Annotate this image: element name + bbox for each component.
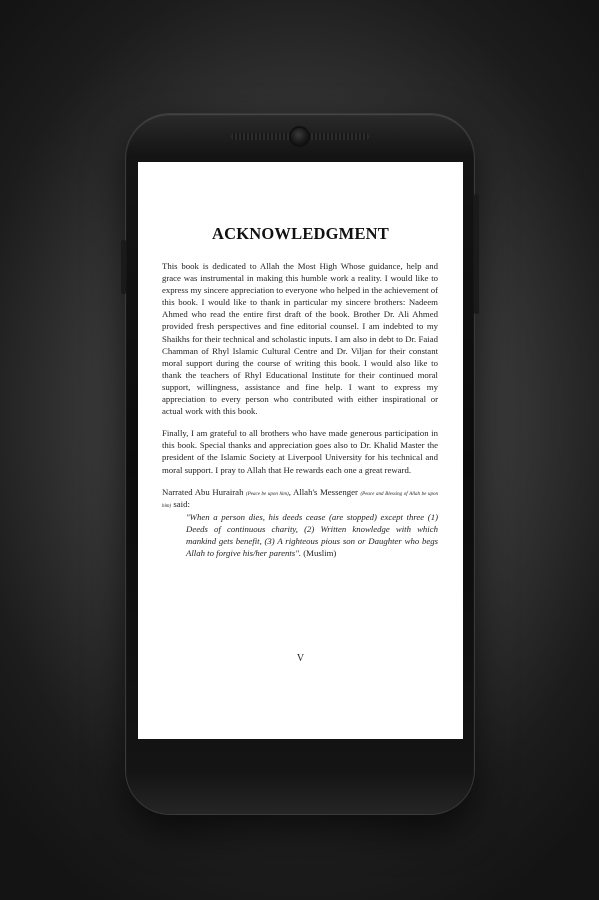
narration-mid: , Allah's Messenger — [288, 486, 358, 497]
volume-button[interactable] — [121, 240, 126, 294]
light-sensor — [394, 134, 399, 139]
book-page[interactable] — [138, 162, 463, 739]
paragraph-dedication: This book is dedicated to Allah the Most High Whose guidance, help and grace was instrumental in making this humble work a reality. I would like to express my sincere appreciation to everyone who helped in the achievement of this book. I would like to thank in particular my sincere brothers: Nadeem Ahmed who read the entire first draft of the book. Brother Dr. Ali Ahmed provided fresh perspectives and fine editorial counsel. I am indebted to my Shaikhs for their technical and scholastic inputs. I am also in debt to Dr. Faiad Chamman of Rhyl Islamic Cultural Centre and Dr. Viljan for their constant moral support during the course of writing this book. I would also like to thank the teachers of Rhyl Educational Institute for their continued moral support, willingness, assistance and fine help. I want to express my appreciation to every person who contributed with either inspirational or actual work with this book. — [162, 261, 438, 417]
narration-line — [162, 486, 438, 510]
hadith-quote — [186, 511, 438, 559]
narration-intro: Narrated Abu Hurairah — [162, 486, 244, 497]
honorific-2: (Peace and Blessing of Allah be upon him) — [162, 491, 438, 509]
page-title: ACKNOWLEDGMENT — [212, 224, 389, 243]
front-camera-icon — [291, 128, 308, 145]
page-number: V — [296, 653, 305, 664]
paragraph-thanks: Finally, I am grateful to all brothers who have made generous participation in this book. Special thanks and appreciation goes also to Dr. Khalid Master the president of the Islamic Society at Liverpool University for his technical and moral support. I pray to Allah that He rewards each one a great reward. — [162, 428, 438, 475]
proximity-sensor — [184, 134, 189, 139]
quote-text: "When a person dies, his deeds cease (are stopped) except three (1) Deeds of continuous charity, (2) Written knowledge with which mankind gets benefit, (3) A righteous pious son or Daughter who begs Allah to forgive his/her parents". — [186, 511, 438, 559]
honorific-1: (Peace be upon him) — [246, 491, 289, 497]
page-body — [162, 260, 438, 559]
phone-device — [126, 114, 474, 814]
quote-source: (Muslim) — [301, 548, 337, 559]
power-button[interactable] — [474, 194, 479, 314]
narration-end: said: — [171, 498, 190, 509]
